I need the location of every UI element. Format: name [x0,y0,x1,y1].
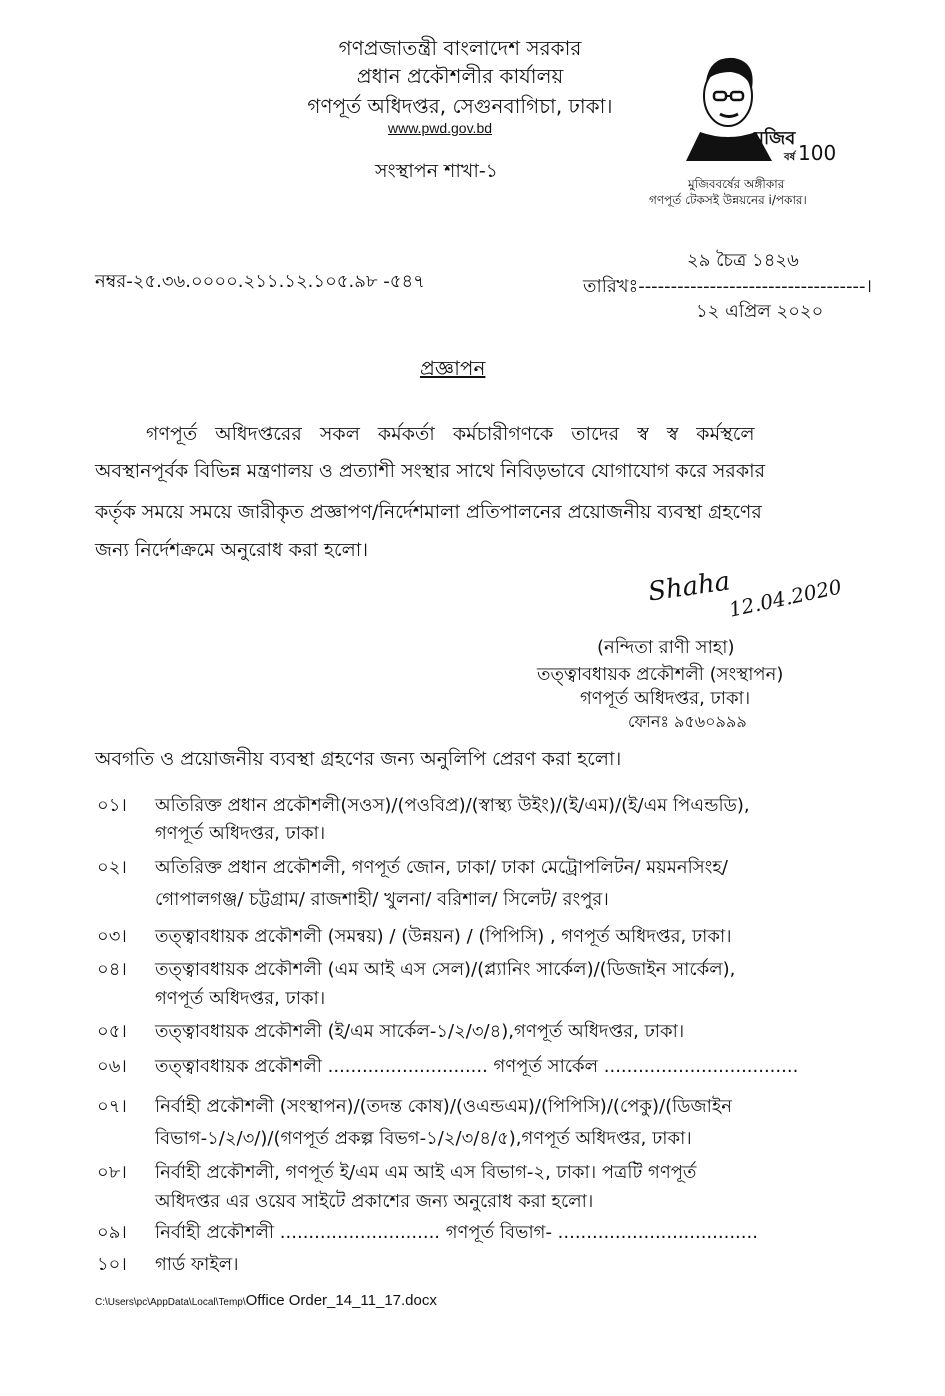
copy-number: ০৬। [97,1056,127,1077]
notice-title: প্রজ্ঞাপন [420,356,486,380]
body-line-1: গণপূর্ত অধিদপ্তরের সকল কর্মকর্তা কর্মচারীগণকে তাদের স্ব স্ব কর্মস্থলে [146,423,755,445]
letterhead-office: প্রধান প্রকৌশলীর কার্যালয় [356,64,564,88]
copy-item: তত্ত্বাবধায়ক প্রকৌশলী ............................ গণপূর্ত সার্কেল .................................. [155,1056,799,1077]
letterhead-address: গণপূর্ত অধিদপ্তর, সেগুনবাগিচা, ঢাকা। [307,94,613,118]
logo-number: 100 [798,141,837,165]
copy-item-cont: গণপূর্ত অধিদপ্তর, ঢাকা। [155,988,326,1009]
footer-file-name: Office Order_14_11_17.docx [245,1292,437,1309]
body-line-4: জন্য নির্দেশক্রমে অনুরোধ করা হলো। [95,539,369,561]
copy-item-cont: অধিদপ্তর এর ওয়েব সাইটে প্রকাশের জন্য অনুরোধ করা হলো। [155,1191,594,1212]
logo-caption-2: গণপূর্ত টেকসই উন্নয়নের i/পকার। [649,193,807,207]
copy-number: ০৪। [97,959,127,980]
date-bangla: ২৯ চৈত্র ১৪২৬ [687,250,799,271]
copy-item: অতিরিক্ত প্রধান প্রকৌশলী(সওস)/(পওবিপ্র)/(স্বাস্থ্য উইং)/(ই/এম)/(ই/এম পিএন্ডডি), [155,795,750,816]
copy-number: ০৯। [97,1222,127,1243]
signatory-designation: তত্ত্বাবধায়ক প্রকৌশলী (সংস্থাপন) [537,664,784,685]
copy-item-cont: বিভাগ-১/২/৩/)/(গণপূর্ত প্রকল্প বিভগ-১/২/৩/৪/৫),গণপূর্ত অধিদপ্তর, ঢাকা। [155,1128,692,1149]
letterhead-govt: গণপ্রজাতন্ত্রী বাংলাদেশ সরকার [338,36,582,60]
copy-number: ০৫। [97,1021,127,1042]
copy-item: নির্বাহী প্রকৌশলী, গণপূর্ত ই/এম এম আই এস বিভাগ-২, ঢাকা। পত্রটি গণপূর্ত [155,1162,697,1183]
copy-item: নির্বাহী প্রকৌশলী ............................ গণপূর্ত বিভাগ- ................................... [155,1222,758,1243]
copy-number: ০৩। [97,926,127,947]
copy-item: তত্ত্বাবধায়ক প্রকৌশলী (সমন্বয়) / (উন্নয়ন) / (পিপিসি) , গণপূর্ত অধিদপ্তর, ঢাকা। [155,926,732,947]
signatory-name: (নন্দিতা রাণী সাহা) [597,637,735,658]
copy-intro: অবগতি ও প্রয়োজনীয় ব্যবস্থা গ্রহণের জন্য অনুলিপি প্রেরণ করা হলো। [95,748,622,770]
copy-item: তত্ত্বাবধায়ক প্রকৌশলী (এম আই এস সেল)/(প্ল্যানিং সার্কেল)/(ডিজাইন সার্কেল), [155,959,736,980]
copy-item: নির্বাহী প্রকৌশলী (সংস্থাপন)/(তদন্ত কোষ)/(ওএন্ডএম)/(পিপিসি)/(পেকু)/(ডিজাইন [155,1096,732,1117]
copy-item-cont: গোপালগঞ্জ/ চট্টগ্রাম/ রাজশাহী/ খুলনা/ বরিশাল/ সিলেট/ রংপুর। [155,889,609,910]
mujib-borsho-logo [676,46,837,166]
memo-number: নম্বর-২৫.৩৬.০০০০.২১১.১২.১০৫.৯৮ -৫৪৭ [95,271,425,292]
signatory-office: গণপূর্ত অধিদপ্তর, ঢাকা। [580,688,751,709]
copy-number: ১০। [97,1254,127,1275]
logo-subtitle: বর্ষ [784,152,796,163]
copy-number: ০৭। [97,1096,127,1117]
date-english: ১২ এপ্রিল ২০২০ [696,301,824,322]
logo-title: মুজিব [754,128,796,149]
handwritten-signature: Shaha [646,566,732,608]
section-name: সংস্থাপন শাখা-১ [375,160,499,182]
copy-item: অতিরিক্ত প্রধান প্রকৌশলী, গণপূর্ত জোন, ঢাকা/ ঢাকা মেট্রোপলিটন/ ময়মনসিংহ/ [155,857,728,878]
copy-number: ০১। [97,795,127,816]
copy-number: ০৮। [97,1162,127,1183]
body-line-2: অবস্থানপূর্বক বিভিন্ন মন্ত্রণালয় ও প্রত্যাশী সংস্থার সাথে নিবিড়ভাবে যোগাযোগ করে সরকার [95,460,766,482]
date-label: তারিখঃ-----------------------------------। [583,276,872,297]
signatory-phone: ফোনঃ ৯৫৬০৯৯৯ [628,712,747,731]
logo-caption-1: মুজিববর্ষের অঙ্গীকার [688,177,785,191]
copy-item-cont: গণপূর্ত অধিদপ্তর, ঢাকা। [155,823,326,844]
body-line-3: কর্তৃক সময়ে সময়ে জারীকৃত প্রজ্ঞাপণ/নির্দেশমালা প্রতিপালনের প্রয়োজনীয় ব্যবস্থা গ্রহণের [95,501,762,523]
copy-item: তত্ত্বাবধায়ক প্রকৌশলী (ই/এম সার্কেল-১/২/৩/৪),গণপূর্ত অধিদপ্তর, ঢাকা। [155,1021,685,1042]
footer-path-dir: C:\Users\pc\AppData\Local\Temp\ [95,1297,246,1308]
handwritten-date: 12.04.2020 [726,574,844,622]
website-link[interactable]: www.pwd.gov.bd [388,120,493,136]
footer-file-path [95,1292,437,1310]
copy-item: গার্ড ফাইল। [155,1254,239,1275]
copy-number: ০২। [97,857,127,878]
